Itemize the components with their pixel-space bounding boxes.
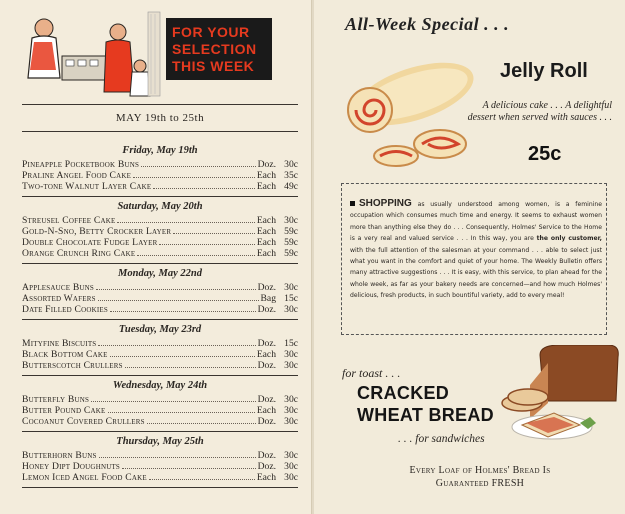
menu-item [22,472,298,483]
dot-leader [153,188,255,189]
dot-leader [91,401,256,402]
item-name: Mityfine Biscuits [22,338,97,349]
item-unit: Doz. [257,416,276,427]
dot-leader [110,311,256,312]
item-unit: Each [256,248,276,259]
weekly-menu [22,141,298,488]
item-name: Black Bottom Cake [22,349,108,360]
shopping-text-part1: as usually understood among women, is a feminine occupation which consumes much time and energy. It seems to exhaust women more than anything else they do . . . Consequently, Holmes' Service to the Home is a very real and valued service . . . In this way, you are [350,201,603,243]
divider [22,263,298,264]
item-price: 30c [284,461,298,472]
dot-leader [159,244,254,245]
item-price: 30c [284,472,298,483]
menu-item [22,215,298,226]
toast-line: for toast . . . [342,366,401,380]
shopping-text-bold: the only customer, [536,235,602,243]
menu-item [22,360,298,371]
item-name: Assorted Wafers [22,293,96,304]
bread-title-line: WHEAT BREAD [357,405,494,425]
item-name: Two-tone Walnut Layer Cake [22,181,152,192]
item-name: Butterhorn Buns [22,450,97,461]
item-unit: Each [256,349,276,360]
menu-item [22,282,298,293]
bread-title-line: CRACKED [357,383,450,403]
bullet-icon [350,201,355,206]
item-name: Butterfly Buns [22,394,90,405]
bread-image [500,345,620,445]
divider [22,319,298,320]
day-heading: Thursday, May 25th [116,436,204,447]
dot-leader [108,412,255,413]
item-price: 30c [284,450,298,461]
shopping-text [350,198,602,302]
dot-leader [117,222,254,223]
menu-item [22,461,298,472]
dot-leader [96,289,256,290]
item-price: 30c [284,215,298,226]
item-unit: Doz. [257,304,276,315]
jelly-roll-title: Jelly Roll [500,60,588,82]
item-unit: Doz. [257,394,276,405]
shopping-keyword: SHOPPING [359,198,412,209]
item-name: Double Chocolate Fudge Layer [22,237,158,248]
menu-item [22,349,298,360]
dot-leader [99,457,256,458]
item-price: 59c [284,226,298,237]
item-name: Date Filled Cookies [22,304,108,315]
item-name: Honey Dipt Doughnuts [22,461,121,472]
banner-line: SELECTION [172,41,257,57]
item-price: 49c [284,181,298,192]
item-unit: Doz. [257,159,276,170]
item-unit: Doz. [257,338,276,349]
item-price: 30c [284,416,298,427]
dot-leader [110,356,255,357]
menu-item [22,338,298,349]
jelly-roll-description: A delicious cake . . . A delightful dessert when served with sauces . . . [467,100,612,123]
dot-leader [125,367,256,368]
item-unit: Doz. [257,461,276,472]
item-unit: Doz. [257,282,276,293]
date-range: MAY 19th to 25th [115,112,205,124]
day-heading: Saturday, May 20th [117,201,203,212]
item-name: Orange Crunch Ring Cake [22,248,136,259]
item-price: 15c [284,338,298,349]
dot-leader [147,423,256,424]
item-name: Butterscotch Crullers [22,360,123,371]
menu-item [22,293,298,304]
guarantee-line: Every Loaf of Holmes' Bread Is [409,465,551,476]
item-unit: Each [256,472,276,483]
item-price: 15c [284,293,298,304]
left-page [0,0,312,514]
item-name: Praline Angel Food Cake [22,170,132,181]
day-heading: Tuesday, May 23rd [118,324,202,335]
jelly-roll-price: 25c [528,143,562,165]
item-name: Cocoanut Covered Crullers [22,416,145,427]
menu-item [22,159,298,170]
guarantee-text [380,464,580,490]
divider [22,131,298,132]
sandwiches-line: . . . for sandwiches [398,433,485,445]
selection-banner [166,18,272,80]
day-heading: Monday, May 22nd [118,268,202,279]
menu-item [22,394,298,405]
menu-item [22,405,298,416]
menu-item [22,226,298,237]
divider [22,196,298,197]
item-name: Streusel Coffee Cake [22,215,116,226]
dot-leader [98,300,259,301]
item-unit: Each [256,181,276,192]
dot-leader [149,479,255,480]
divider [22,104,298,105]
day-heading: Wednesday, May 24th [112,380,208,391]
item-price: 59c [284,237,298,248]
dot-leader [141,166,256,167]
special-heading: All-Week Special . . . [345,14,510,34]
item-unit: Each [256,215,276,226]
shopping-box [341,183,607,335]
item-price: 30c [284,159,298,170]
item-price: 30c [284,405,298,416]
dot-leader [133,177,255,178]
item-price: 30c [284,394,298,405]
baker-illustration [22,8,162,100]
divider [22,487,298,488]
banner-line: THIS WEEK [172,58,255,74]
menu-item [22,304,298,315]
menu-item [22,237,298,248]
item-unit: Each [256,237,276,248]
item-price: 59c [284,248,298,259]
divider [22,375,298,376]
menu-item [22,416,298,427]
item-unit: Doz. [257,360,276,371]
item-name: Butter Pound Cake [22,405,106,416]
item-price: 30c [284,304,298,315]
item-name: Pineapple Pocketbook Buns [22,159,140,170]
item-name: Lemon Iced Angel Food Cake [22,472,147,483]
item-unit: Bag [260,293,276,304]
dot-leader [173,233,255,234]
dot-leader [98,345,255,346]
item-price: 30c [284,360,298,371]
item-unit: Each [256,405,276,416]
dot-leader [137,255,254,256]
item-price: 35c [284,170,298,181]
menu-item [22,170,298,181]
menu-item [22,181,298,192]
day-heading: Friday, May 19th [122,145,198,156]
banner-line: FOR YOUR [172,24,250,40]
item-price: 30c [284,349,298,360]
shopping-text-part2: with the full attention of the salesman at your command . . . able to select just what you want in the comfort and quiet of your home. The Weekly Bulletin offers many attractive suggestions . . . It is easy, with this service, to plan ahead for the whole week, as far as your bakery needs are concerned—and how much Holmes' delicious, fresh products, in such bountiful variety, add to every meal! [350,246,602,300]
item-name: Applesauce Buns [22,282,95,293]
item-name: Gold-N-Sno, Betty Crocker Layer [22,226,172,237]
item-price: 30c [284,282,298,293]
item-unit: Doz. [257,450,276,461]
bread-title [357,382,494,426]
item-unit: Each [256,170,276,181]
menu-item [22,248,298,259]
menu-item [22,450,298,461]
dot-leader [122,468,256,469]
divider [22,431,298,432]
guarantee-line: Guaranteed FRESH [435,478,525,489]
item-unit: Each [256,226,276,237]
